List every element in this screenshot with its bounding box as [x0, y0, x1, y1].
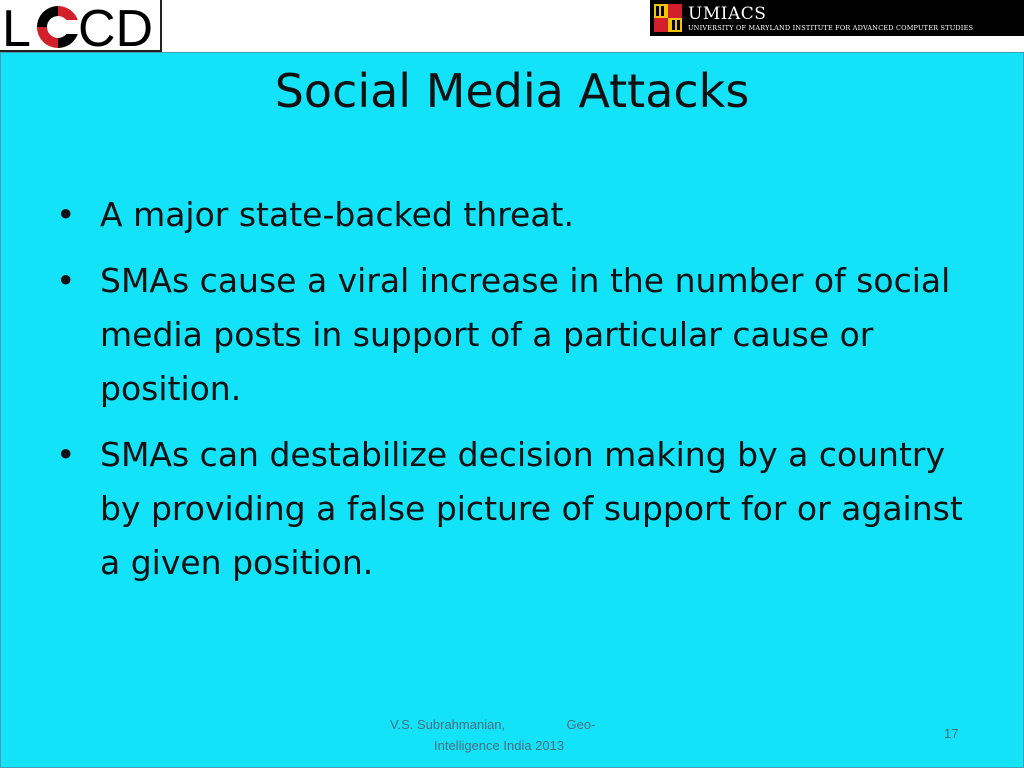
- umiacs-seal-icon: [650, 0, 686, 36]
- lccd-letter-l: L: [2, 0, 31, 50]
- bullet-marker: •: [56, 195, 76, 234]
- bullet-list: [56, 188, 986, 602]
- bullet-text: A major state-backed threat.: [100, 195, 574, 234]
- lccd-logo: [0, 0, 162, 52]
- lccd-logo-graphic: [0, 0, 160, 50]
- bullet-marker: •: [56, 261, 76, 300]
- bullet-marker: •: [56, 435, 76, 474]
- umiacs-subtitle: UNIVERSITY OF MARYLAND INSTITUTE FOR ADVANCED COMPUTER STUDIES: [688, 24, 974, 32]
- bullet-item: [56, 428, 986, 590]
- footer-line-1: V.S. Subrahmanian, Geo-: [390, 717, 596, 732]
- bullet-text: SMAs cause a viral increase in the number of social media posts in support of a particular cause or position.: [100, 261, 951, 408]
- footer-line-2: Intelligence India 2013: [434, 738, 565, 753]
- slide-title: Social Media Attacks: [274, 64, 750, 118]
- bullet-item: [56, 254, 986, 416]
- maryland-flag-icon: [37, 6, 82, 48]
- lccd-letters-cd: CD: [78, 0, 154, 50]
- umiacs-logo: [650, 0, 1024, 36]
- bullet-text: SMAs can destabilize decision making by a country by providing a false picture of support for or against a given position.: [100, 435, 963, 582]
- slide-number: 17: [944, 726, 959, 741]
- footer-credit: [390, 714, 640, 756]
- umiacs-name: UMIACS: [688, 4, 767, 24]
- bullet-item: [56, 188, 986, 242]
